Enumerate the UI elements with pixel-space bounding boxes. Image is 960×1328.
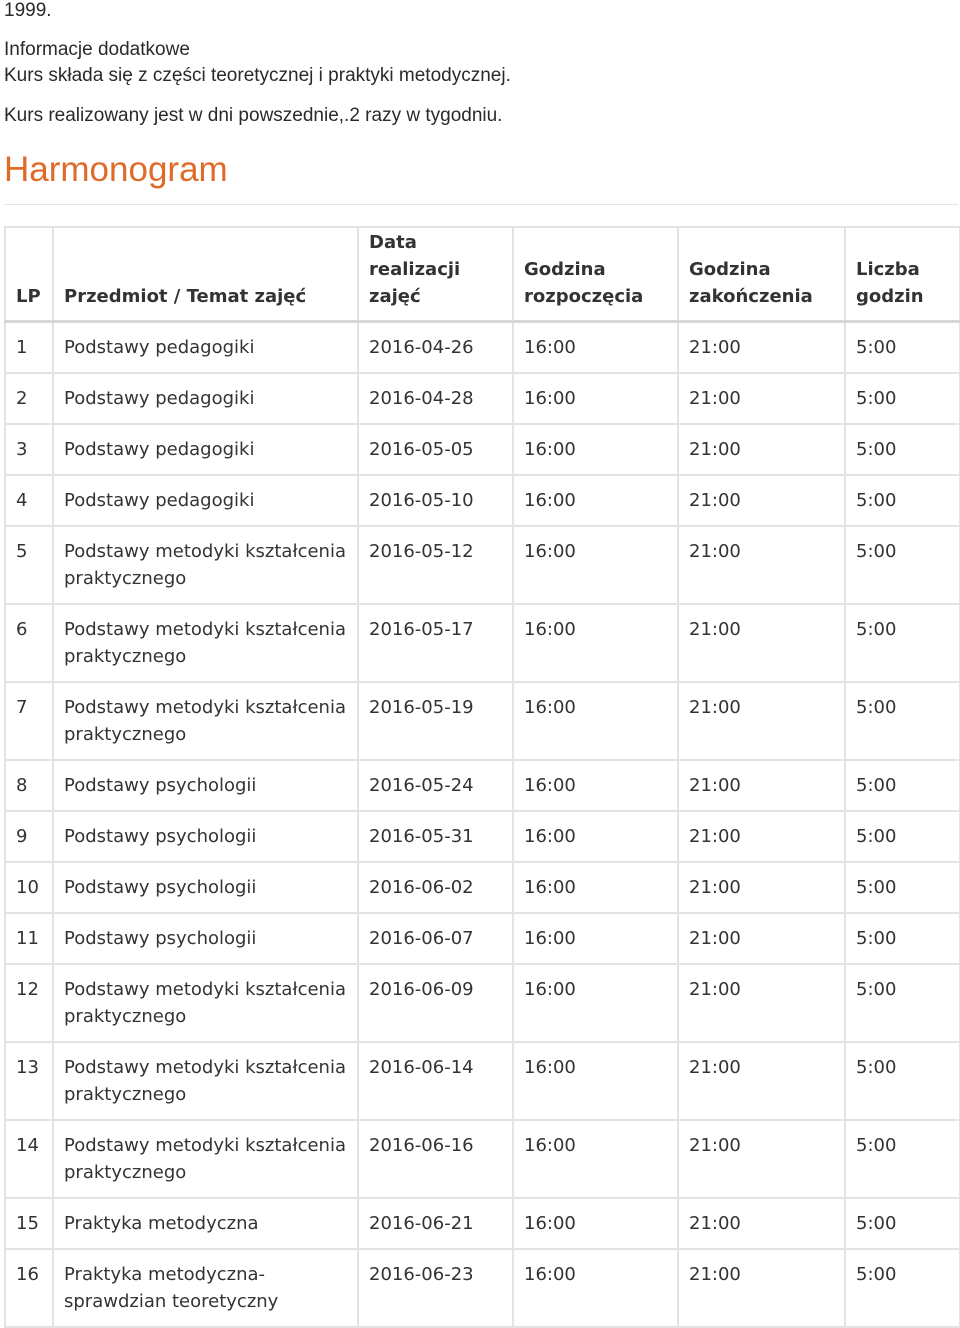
cell-hours: 5:00 xyxy=(845,604,960,682)
schedule-table xyxy=(4,226,960,1328)
cell-start-time: 16:00 xyxy=(513,1042,678,1120)
cell-date: 2016-05-05 xyxy=(358,424,513,475)
cell-subject: Podstawy metodyki kształcenia praktycznego xyxy=(53,682,358,760)
cell-lp: 9 xyxy=(5,811,53,862)
cell-end-time: 21:00 xyxy=(678,1120,845,1198)
table-body xyxy=(5,321,960,1327)
cell-end-time: 21:00 xyxy=(678,321,845,373)
cell-hours: 5:00 xyxy=(845,913,960,964)
table-row xyxy=(5,1198,960,1249)
cell-subject: Podstawy pedagogiki xyxy=(53,373,358,424)
cell-date: 2016-06-02 xyxy=(358,862,513,913)
cell-date: 2016-06-16 xyxy=(358,1120,513,1198)
cell-date: 2016-06-09 xyxy=(358,964,513,1042)
cell-start-time: 16:00 xyxy=(513,760,678,811)
table-header-row xyxy=(5,227,960,321)
cell-subject: Podstawy psychologii xyxy=(53,862,358,913)
cell-subject: Podstawy psychologii xyxy=(53,760,358,811)
cell-hours: 5:00 xyxy=(845,1120,960,1198)
cell-end-time: 21:00 xyxy=(678,760,845,811)
cell-hours: 5:00 xyxy=(845,526,960,604)
cell-date: 2016-05-24 xyxy=(358,760,513,811)
cell-hours: 5:00 xyxy=(845,475,960,526)
cell-start-time: 16:00 xyxy=(513,604,678,682)
cell-hours: 5:00 xyxy=(845,1249,960,1327)
cell-start-time: 16:00 xyxy=(513,526,678,604)
table-row xyxy=(5,1042,960,1120)
table-row xyxy=(5,321,960,373)
cell-end-time: 21:00 xyxy=(678,682,845,760)
intro-course-schedule-note: Kurs realizowany jest w dni powszednie,.2 razy w tygodniu. xyxy=(4,105,503,126)
cell-end-time: 21:00 xyxy=(678,475,845,526)
header-start-time: Godzina rozpoczęcia xyxy=(513,227,678,321)
cell-lp: 6 xyxy=(5,604,53,682)
cell-start-time: 16:00 xyxy=(513,475,678,526)
cell-lp: 11 xyxy=(5,913,53,964)
cell-lp: 10 xyxy=(5,862,53,913)
cell-date: 2016-04-26 xyxy=(358,321,513,373)
header-hours: Liczba godzin xyxy=(845,227,960,321)
table-row xyxy=(5,811,960,862)
cell-date: 2016-05-19 xyxy=(358,682,513,760)
cell-end-time: 21:00 xyxy=(678,373,845,424)
cell-end-time: 21:00 xyxy=(678,604,845,682)
table-row xyxy=(5,1120,960,1198)
cell-lp: 2 xyxy=(5,373,53,424)
cell-start-time: 16:00 xyxy=(513,1249,678,1327)
cell-subject: Podstawy psychologii xyxy=(53,811,358,862)
cell-date: 2016-05-12 xyxy=(358,526,513,604)
cell-subject: Podstawy metodyki kształcenia praktycznego xyxy=(53,1120,358,1198)
cell-lp: 15 xyxy=(5,1198,53,1249)
cell-hours: 5:00 xyxy=(845,964,960,1042)
cell-start-time: 16:00 xyxy=(513,811,678,862)
cell-end-time: 21:00 xyxy=(678,526,845,604)
cell-date: 2016-04-28 xyxy=(358,373,513,424)
header-subject: Przedmiot / Temat zajęć xyxy=(53,227,358,321)
cell-end-time: 21:00 xyxy=(678,1198,845,1249)
cell-start-time: 16:00 xyxy=(513,682,678,760)
cell-date: 2016-06-07 xyxy=(358,913,513,964)
cell-end-time: 21:00 xyxy=(678,1249,845,1327)
cell-date: 2016-05-17 xyxy=(358,604,513,682)
table-row xyxy=(5,604,960,682)
heading-divider xyxy=(4,204,958,205)
cell-end-time: 21:00 xyxy=(678,424,845,475)
table-row xyxy=(5,526,960,604)
cell-hours: 5:00 xyxy=(845,862,960,913)
cell-lp: 14 xyxy=(5,1120,53,1198)
cell-date: 2016-05-31 xyxy=(358,811,513,862)
cell-subject: Podstawy pedagogiki xyxy=(53,424,358,475)
cell-start-time: 16:00 xyxy=(513,913,678,964)
cell-hours: 5:00 xyxy=(845,1042,960,1120)
table-row xyxy=(5,913,960,964)
cell-lp: 5 xyxy=(5,526,53,604)
table-row xyxy=(5,964,960,1042)
cell-date: 2016-06-23 xyxy=(358,1249,513,1327)
cell-hours: 5:00 xyxy=(845,424,960,475)
intro-course-structure: Kurs składa się z części teoretycznej i praktyki metodycznej. xyxy=(4,65,511,86)
cell-lp: 1 xyxy=(5,321,53,373)
cell-hours: 5:00 xyxy=(845,682,960,760)
cell-subject: Podstawy metodyki kształcenia praktycznego xyxy=(53,1042,358,1120)
cell-subject: Podstawy psychologii xyxy=(53,913,358,964)
cell-date: 2016-06-14 xyxy=(358,1042,513,1120)
cell-hours: 5:00 xyxy=(845,373,960,424)
cell-start-time: 16:00 xyxy=(513,964,678,1042)
cell-lp: 3 xyxy=(5,424,53,475)
cell-lp: 7 xyxy=(5,682,53,760)
cell-end-time: 21:00 xyxy=(678,964,845,1042)
cell-subject: Podstawy metodyki kształcenia praktycznego xyxy=(53,964,358,1042)
cell-start-time: 16:00 xyxy=(513,321,678,373)
table-row xyxy=(5,760,960,811)
header-lp: LP xyxy=(5,227,53,321)
cell-lp: 4 xyxy=(5,475,53,526)
cell-start-time: 16:00 xyxy=(513,1198,678,1249)
section-heading: Harmonogram xyxy=(4,150,228,189)
table-row xyxy=(5,424,960,475)
header-end-time: Godzina zakończenia xyxy=(678,227,845,321)
cell-start-time: 16:00 xyxy=(513,424,678,475)
cell-end-time: 21:00 xyxy=(678,811,845,862)
table-row xyxy=(5,373,960,424)
cell-subject: Podstawy metodyki kształcenia praktycznego xyxy=(53,526,358,604)
intro-year: 1999. xyxy=(4,0,52,21)
intro-additional-info-label: Informacje dodatkowe xyxy=(4,39,190,60)
cell-end-time: 21:00 xyxy=(678,862,845,913)
cell-date: 2016-05-10 xyxy=(358,475,513,526)
cell-subject: Podstawy pedagogiki xyxy=(53,321,358,373)
cell-subject: Podstawy metodyki kształcenia praktycznego xyxy=(53,604,358,682)
cell-start-time: 16:00 xyxy=(513,1120,678,1198)
cell-date: 2016-06-21 xyxy=(358,1198,513,1249)
cell-hours: 5:00 xyxy=(845,1198,960,1249)
table-row xyxy=(5,862,960,913)
cell-subject: Podstawy pedagogiki xyxy=(53,475,358,526)
table-row xyxy=(5,1249,960,1327)
cell-end-time: 21:00 xyxy=(678,913,845,964)
cell-lp: 12 xyxy=(5,964,53,1042)
cell-hours: 5:00 xyxy=(845,760,960,811)
cell-hours: 5:00 xyxy=(845,321,960,373)
header-date: Data realizacji zajęć xyxy=(358,227,513,321)
cell-start-time: 16:00 xyxy=(513,373,678,424)
cell-lp: 8 xyxy=(5,760,53,811)
cell-end-time: 21:00 xyxy=(678,1042,845,1120)
cell-hours: 5:00 xyxy=(845,811,960,862)
cell-subject: Praktyka metodyczna-sprawdzian teoretyczny xyxy=(53,1249,358,1327)
cell-lp: 16 xyxy=(5,1249,53,1327)
cell-start-time: 16:00 xyxy=(513,862,678,913)
cell-lp: 13 xyxy=(5,1042,53,1120)
table-row xyxy=(5,475,960,526)
cell-subject: Praktyka metodyczna xyxy=(53,1198,358,1249)
table-row xyxy=(5,682,960,760)
